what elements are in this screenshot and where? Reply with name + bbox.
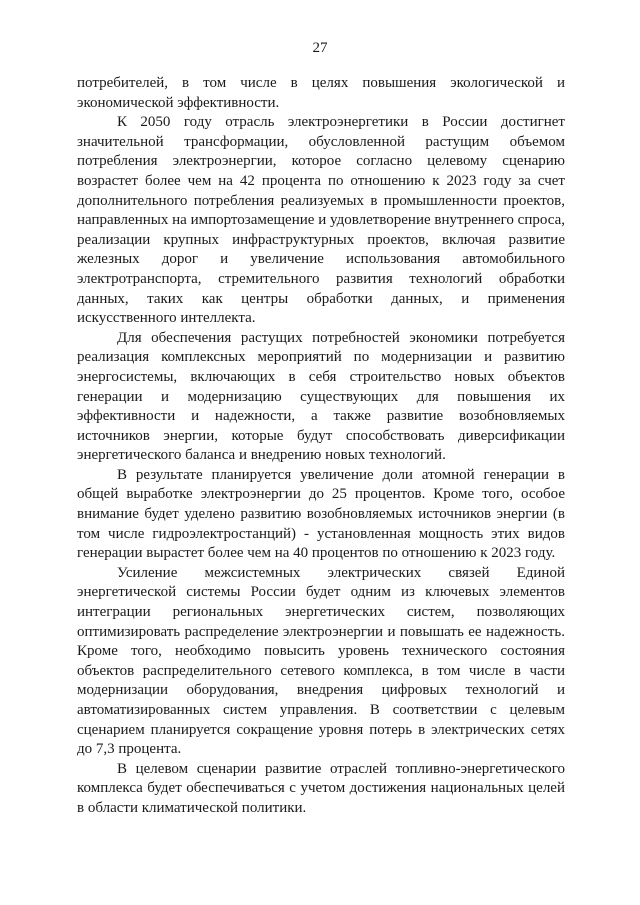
document-body [77,74,565,819]
paragraph-electricity-2050: К 2050 году отрасль электроэнергетики в России достигнет значительной трансформации, обусловленной растущим объемом потребления электроэнергии, которое согласно целевому сценарию возрастет более чем на 42 процента по отношению к 2023 году за счет дополнительного потребления реализуемых в промышленности проектов, направленных на импортозамещение и удовлетворение внутреннего спроса, реализации крупных инфраструктурных проектов, включая развитие железных дорог и увеличение использования автомобильного электротранспорта, стремительного развития технологий обработки данных, таких как центры обработки данных, и применения искусственного интеллекта. [77,114,565,327]
paragraph-continuation: потребителей, в том числе в целях повышения экологической и экономической эффективности. [77,75,565,111]
paragraph-energy-system-modernization: Для обеспечения растущих потребностей экономики потребуется реализация комплексных мероприятий по модернизации и развитию энергосистемы, включающих в себя строительство новых объектов генерации и модернизацию существующих для повышения их эффективности и надежности, а также развитие возобновляемых источников энергии, которые будут способствовать диверсификации энергетического баланса и внедрению новых технологий. [77,329,565,464]
paragraph-climate-goals: В целевом сценарии развитие отраслей топливно-энергетического комплекса будет обеспечиваться с учетом достижения национальных целей в области климатической политики. [77,760,565,816]
paragraph-intersystem-links: Усиление межсистемных электрических связей Единой энергетической системы России будет одним из ключевых элементов интеграции региональных энергетических систем, позволяющих оптимизировать распределение электроэнергии и повышать ее надежность. Кроме того, необходимо повысить уровень технического состояния объектов распределительного сетевого комплекса, в том числе в части модернизации оборудования, внедрения цифровых технологий и автоматизированных систем управления. В соответствии с целевым сценарием планируется сокращение уровня потерь в электрических сетях до 7,3 процента. [77,564,565,758]
paragraph-generation-share: В результате планируется увеличение доли атомной генерации в общей выработке электроэнергии до 25 процентов. Кроме того, особое внимание будет уделено развитию возобновляемых источников энергии (в том числе гидроэлектростанций) - установленная мощность этих видов генерации вырастет более чем на 40 процентов по отношению к 2023 году. [77,466,565,562]
page-number: 27 [312,40,328,56]
